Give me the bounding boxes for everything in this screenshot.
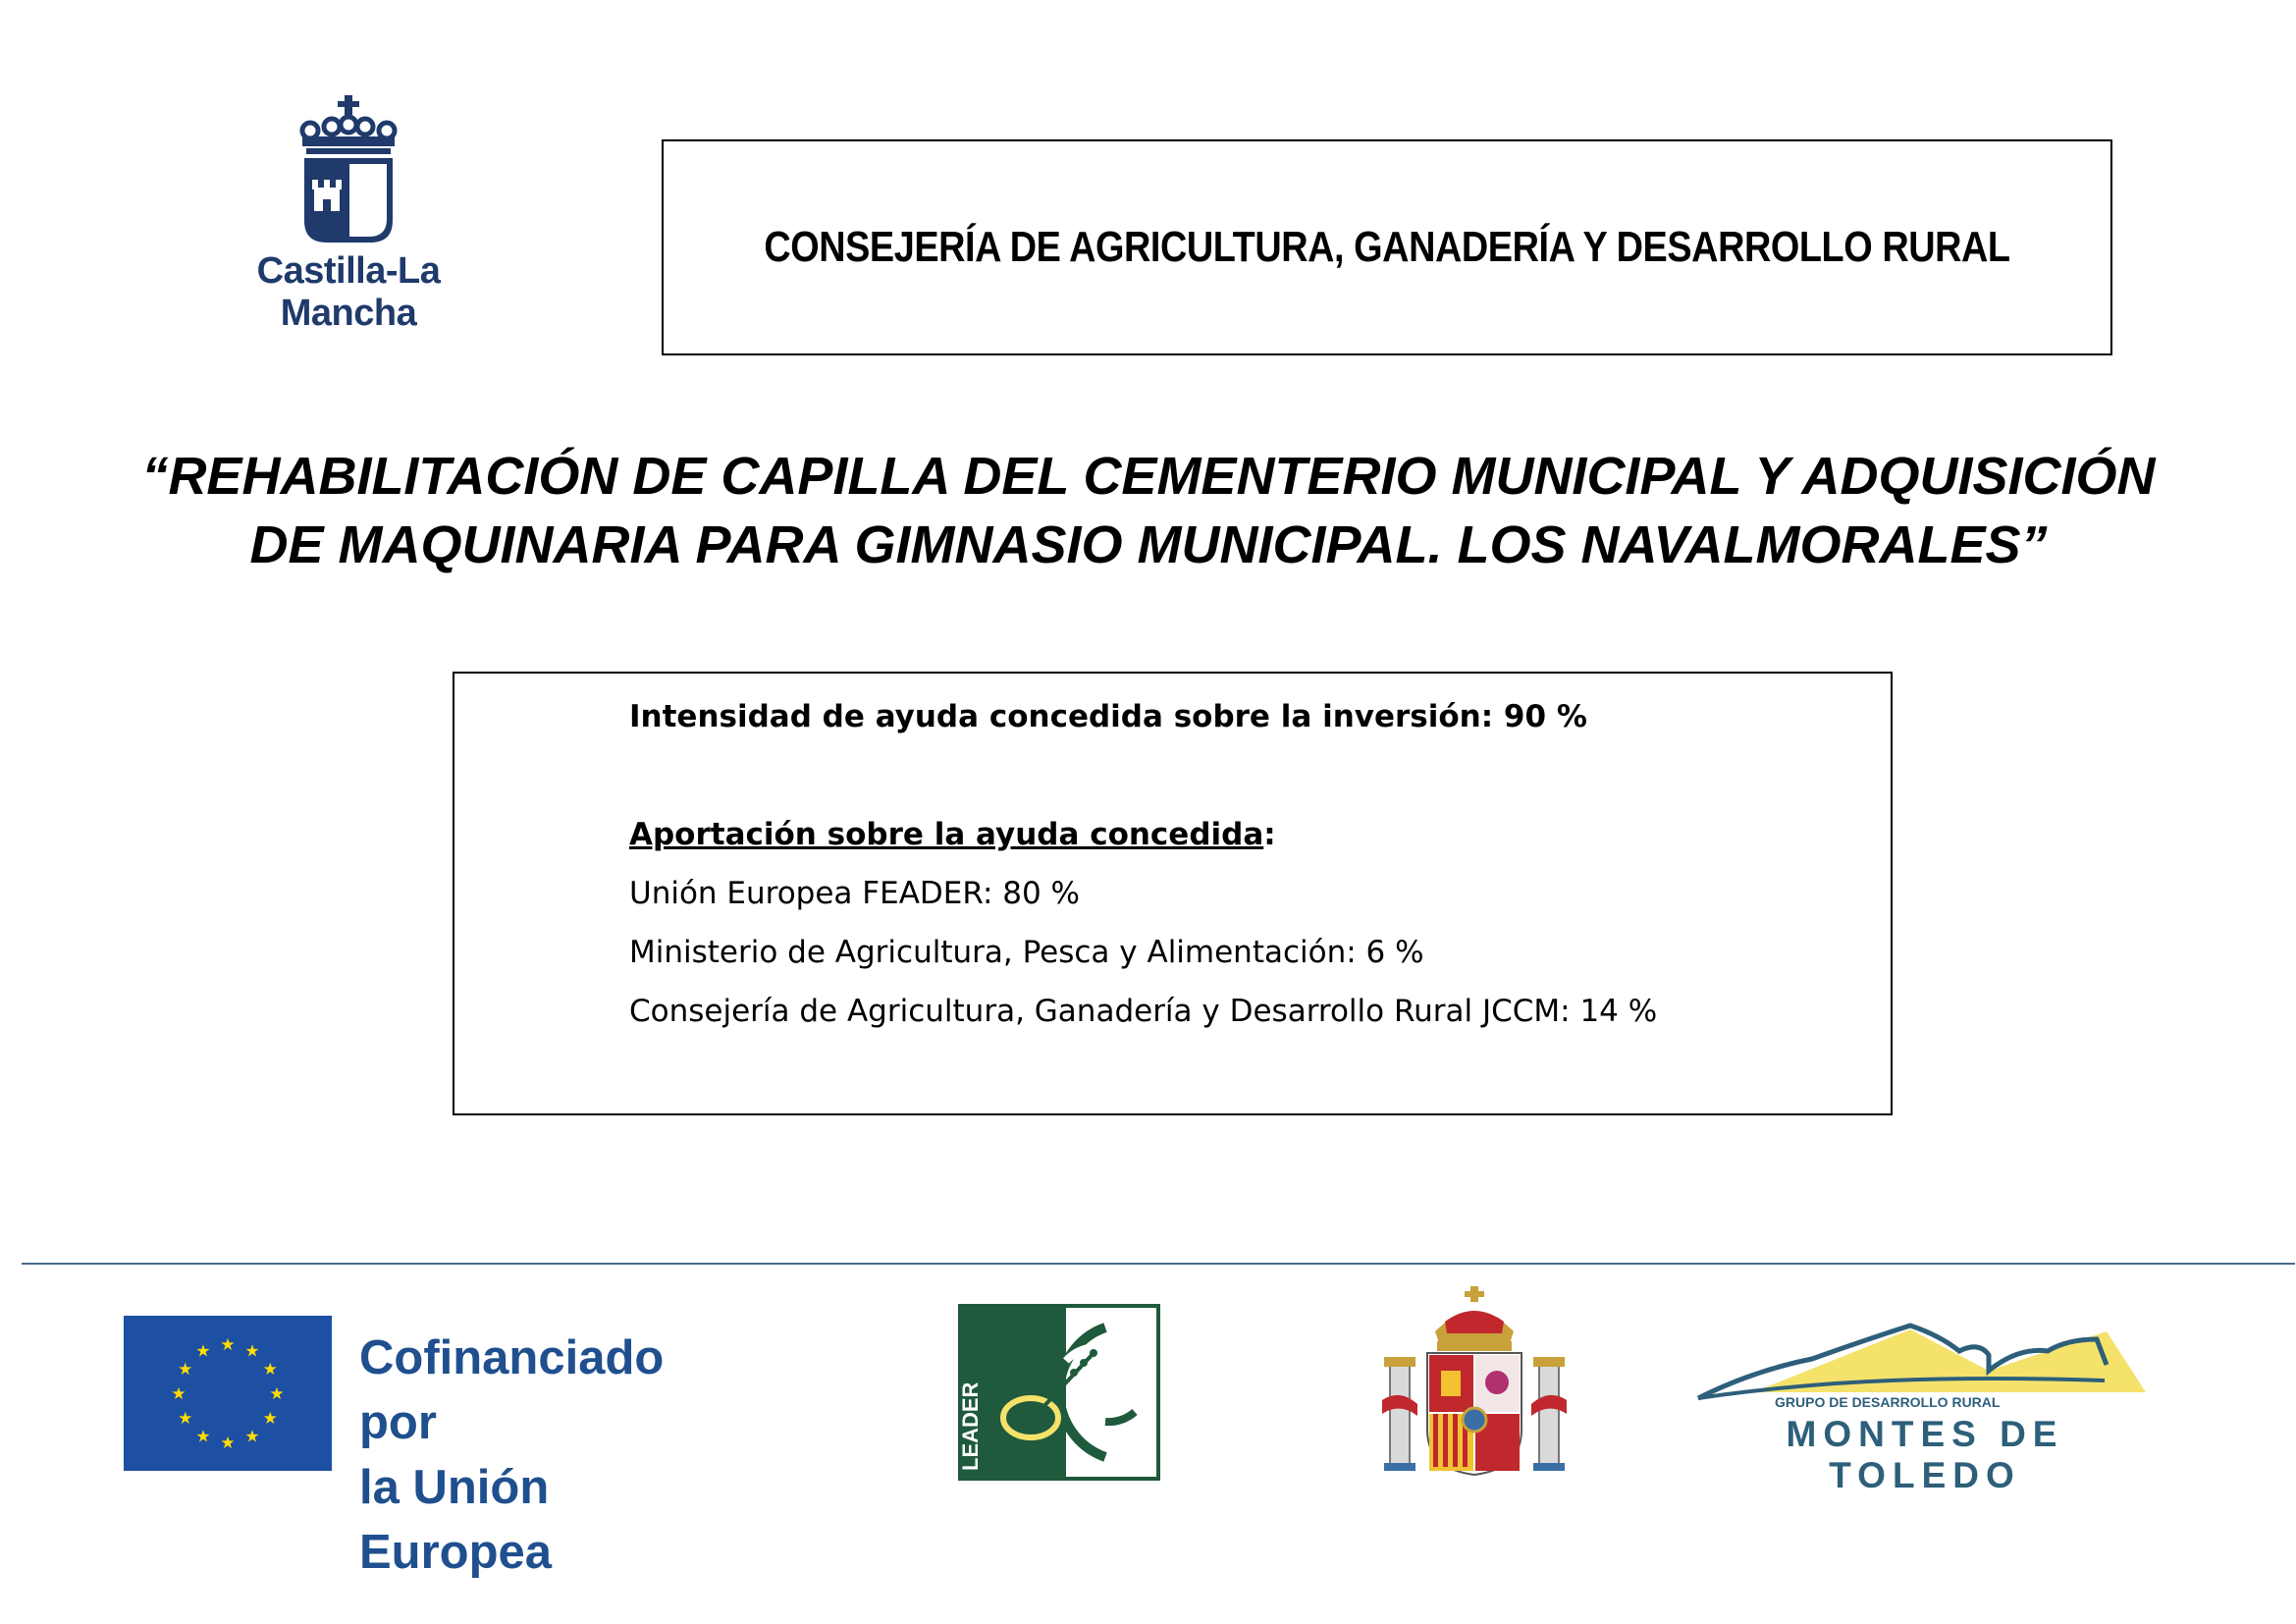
project-title-line-2: DE MAQUINARIA PARA GIMNASIO MUNICIPAL. LOS NAVALMORALES” (249, 515, 2048, 574)
department-header-box (662, 139, 2112, 355)
contribution-jccm: Consejería de Agricultura, Ganadería y Desarrollo Rural JCCM: 14 % (629, 994, 1658, 1029)
montes-subtitle: GRUPO DE DESARROLLO RURAL (1775, 1394, 2001, 1410)
montes-name: MONTES DE TOLEDO (1786, 1414, 2064, 1495)
leader-emblem-icon (958, 1304, 1160, 1481)
eu-text-line-2: la Unión Europea (359, 1461, 553, 1579)
eu-star-icon: ★ (220, 1335, 236, 1354)
aid-info-box (453, 672, 1893, 1115)
eu-star-icon: ★ (262, 1409, 278, 1428)
eu-star-icon: ★ (244, 1427, 260, 1446)
eu-star-icon: ★ (178, 1409, 193, 1428)
eu-star-icon: ★ (262, 1360, 278, 1379)
department-title: CONSEJERÍA DE AGRICULTURA, GANADERÍA Y DESARROLLO RURAL (764, 223, 2010, 271)
project-title-line-1: “REHABILITACIÓN DE CAPILLA DEL CEMENTERIO MUNICIPAL Y ADQUISICIÓN (141, 447, 2156, 506)
footer-divider (22, 1263, 2295, 1265)
eu-star-icon: ★ (220, 1434, 236, 1452)
leader-text: LEADER (958, 1381, 983, 1471)
contribution-ministry: Ministerio de Agricultura, Pesca y Alimentación: 6 % (629, 935, 1424, 970)
clm-logo-text: Castilla-La Mancha (256, 250, 441, 334)
spain-coat-of-arms (1376, 1282, 1573, 1479)
contributions-heading-text: Aportación sobre la ayuda concedida (629, 817, 1264, 852)
contribution-eu: Unión Europea FEADER: 80 % (629, 876, 1081, 911)
contributions-heading-colon: : (1263, 817, 1276, 852)
montes-de-toledo-logo (1694, 1312, 2156, 1495)
castilla-la-mancha-logo (187, 93, 510, 334)
eu-star-icon: ★ (244, 1341, 260, 1361)
eu-cofinanced-logo (124, 1316, 752, 1579)
eu-star-icon: ★ (195, 1427, 211, 1446)
eu-flag-icon (124, 1316, 332, 1471)
eu-star-icon: ★ (195, 1341, 211, 1361)
contributions-heading (629, 805, 1657, 864)
eu-star-icon: ★ (171, 1384, 187, 1403)
project-title (59, 442, 2238, 579)
aid-intensity: Intensidad de ayuda concedida sobre la inversión: 90 % (629, 699, 1587, 734)
clm-crown-shield-icon (296, 93, 400, 250)
spain-coat-of-arms-icon (1376, 1282, 1573, 1479)
eu-star-icon: ★ (269, 1384, 285, 1403)
eu-star-icon: ★ (178, 1360, 193, 1379)
leader-logo (958, 1304, 1160, 1481)
eu-text-line-1: Cofinanciado por (359, 1331, 665, 1449)
